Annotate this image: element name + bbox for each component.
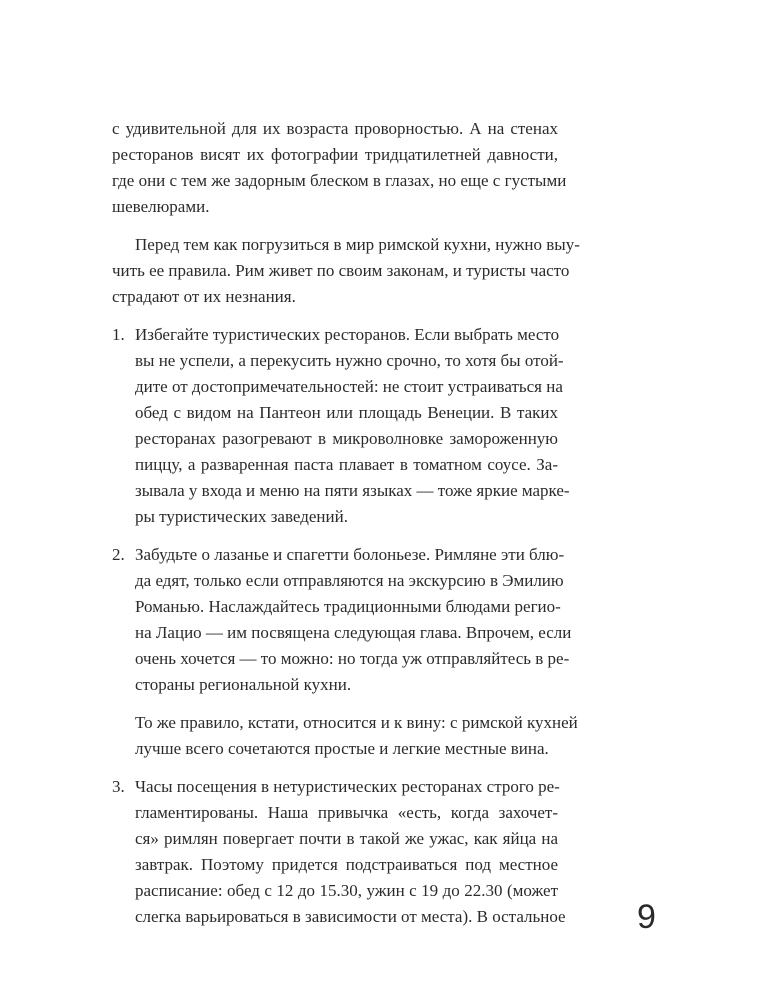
list-item-3-line-3: ся» римлян повергает почти в такой же ужас, как яйца на	[135, 829, 558, 848]
page-number: 9	[637, 898, 656, 936]
list-item-3-line-6: слегка варьироваться в зависимости от места). В остальное	[135, 907, 566, 926]
list-item-2-note-line-2: лучше всего сочетаются простые и легкие местные вина.	[135, 739, 549, 758]
list-item-1-line-2: вы не успели, а перекусить нужно срочно, то хотя бы отой-	[135, 351, 564, 370]
list-item-3-line-1: Часы посещения в нетуристических ресторанах строго ре-	[135, 777, 560, 796]
list-item-2-line-1: Забудьте о лазанье и спагетти болоньезе. Римляне эти блю-	[135, 545, 565, 564]
paragraph2-line-3: страдают от их незнания.	[112, 287, 296, 306]
list-item-3-line-4: завтрак. Поэтому придется подстраиваться под местное	[135, 855, 558, 874]
list-item-1-line-4: обед с видом на Пантеон или площадь Венеции. В таких	[135, 403, 558, 422]
list-item-1-line-1: Избегайте туристических ресторанов. Если выбрать место	[135, 325, 560, 344]
list-item-1-line-7: зывала у входа и меню на пяти языках — тоже яркие марке-	[135, 481, 570, 500]
paragraph1-line-1: с удивительной для их возраста проворностью. А на стенах	[112, 119, 558, 138]
list-item-2-line-4: на Лацио — им посвящена следующая глава. Впрочем, если	[135, 623, 572, 642]
paragraph1-line-3: где они с тем же задорным блеском в глазах, но еще с густыми	[112, 171, 567, 190]
list-item-3-line-2: гламентированы. Наша привычка «есть, когда захочет-	[135, 803, 558, 822]
list-item-1-line-6: пиццу, а разваренная паста плавает в томатном соусе. За-	[135, 455, 558, 474]
list-item-2-line-3: Романью. Наслаждайтесь традиционными блюдами регио-	[135, 597, 561, 616]
list-item-2-line-2: да едят, только если отправляются на экскурсию в Эмилию	[135, 571, 564, 590]
list-item-3-number: 3.	[112, 777, 125, 796]
paragraph2-line-2: чить ее правила. Рим живет по своим законам, и туристы часто	[112, 261, 570, 280]
paragraph1-line-2: ресторанов висят их фотографии тридцатилетней давности,	[112, 145, 558, 164]
list-item-1-number: 1.	[112, 325, 125, 344]
list-item-2-number: 2.	[112, 545, 125, 564]
list-item-2-note-line-1: То же правило, кстати, относится и к вину: с римской кухней	[135, 713, 578, 732]
paragraph1-line-4: шевелюрами.	[112, 197, 210, 216]
paragraph2-line-1: Перед тем как погрузиться в мир римской кухни, нужно выу-	[135, 235, 580, 254]
list-item-1-line-5: ресторанах разогревают в микроволновке замороженную	[135, 429, 558, 448]
list-item-2-line-5: очень хочется — то можно: но тогда уж отправляйтесь в ре-	[135, 649, 570, 668]
list-item-2-line-6: стораны региональной кухни.	[135, 675, 352, 694]
list-item-1-line-3: дите от достопримечательностей: не стоит устраиваться на	[135, 377, 563, 396]
list-item-3-line-5: расписание: обед с 12 до 15.30, ужин с 19 до 22.30 (может	[135, 881, 558, 900]
list-item-1-line-8: ры туристических заведений.	[135, 507, 348, 526]
